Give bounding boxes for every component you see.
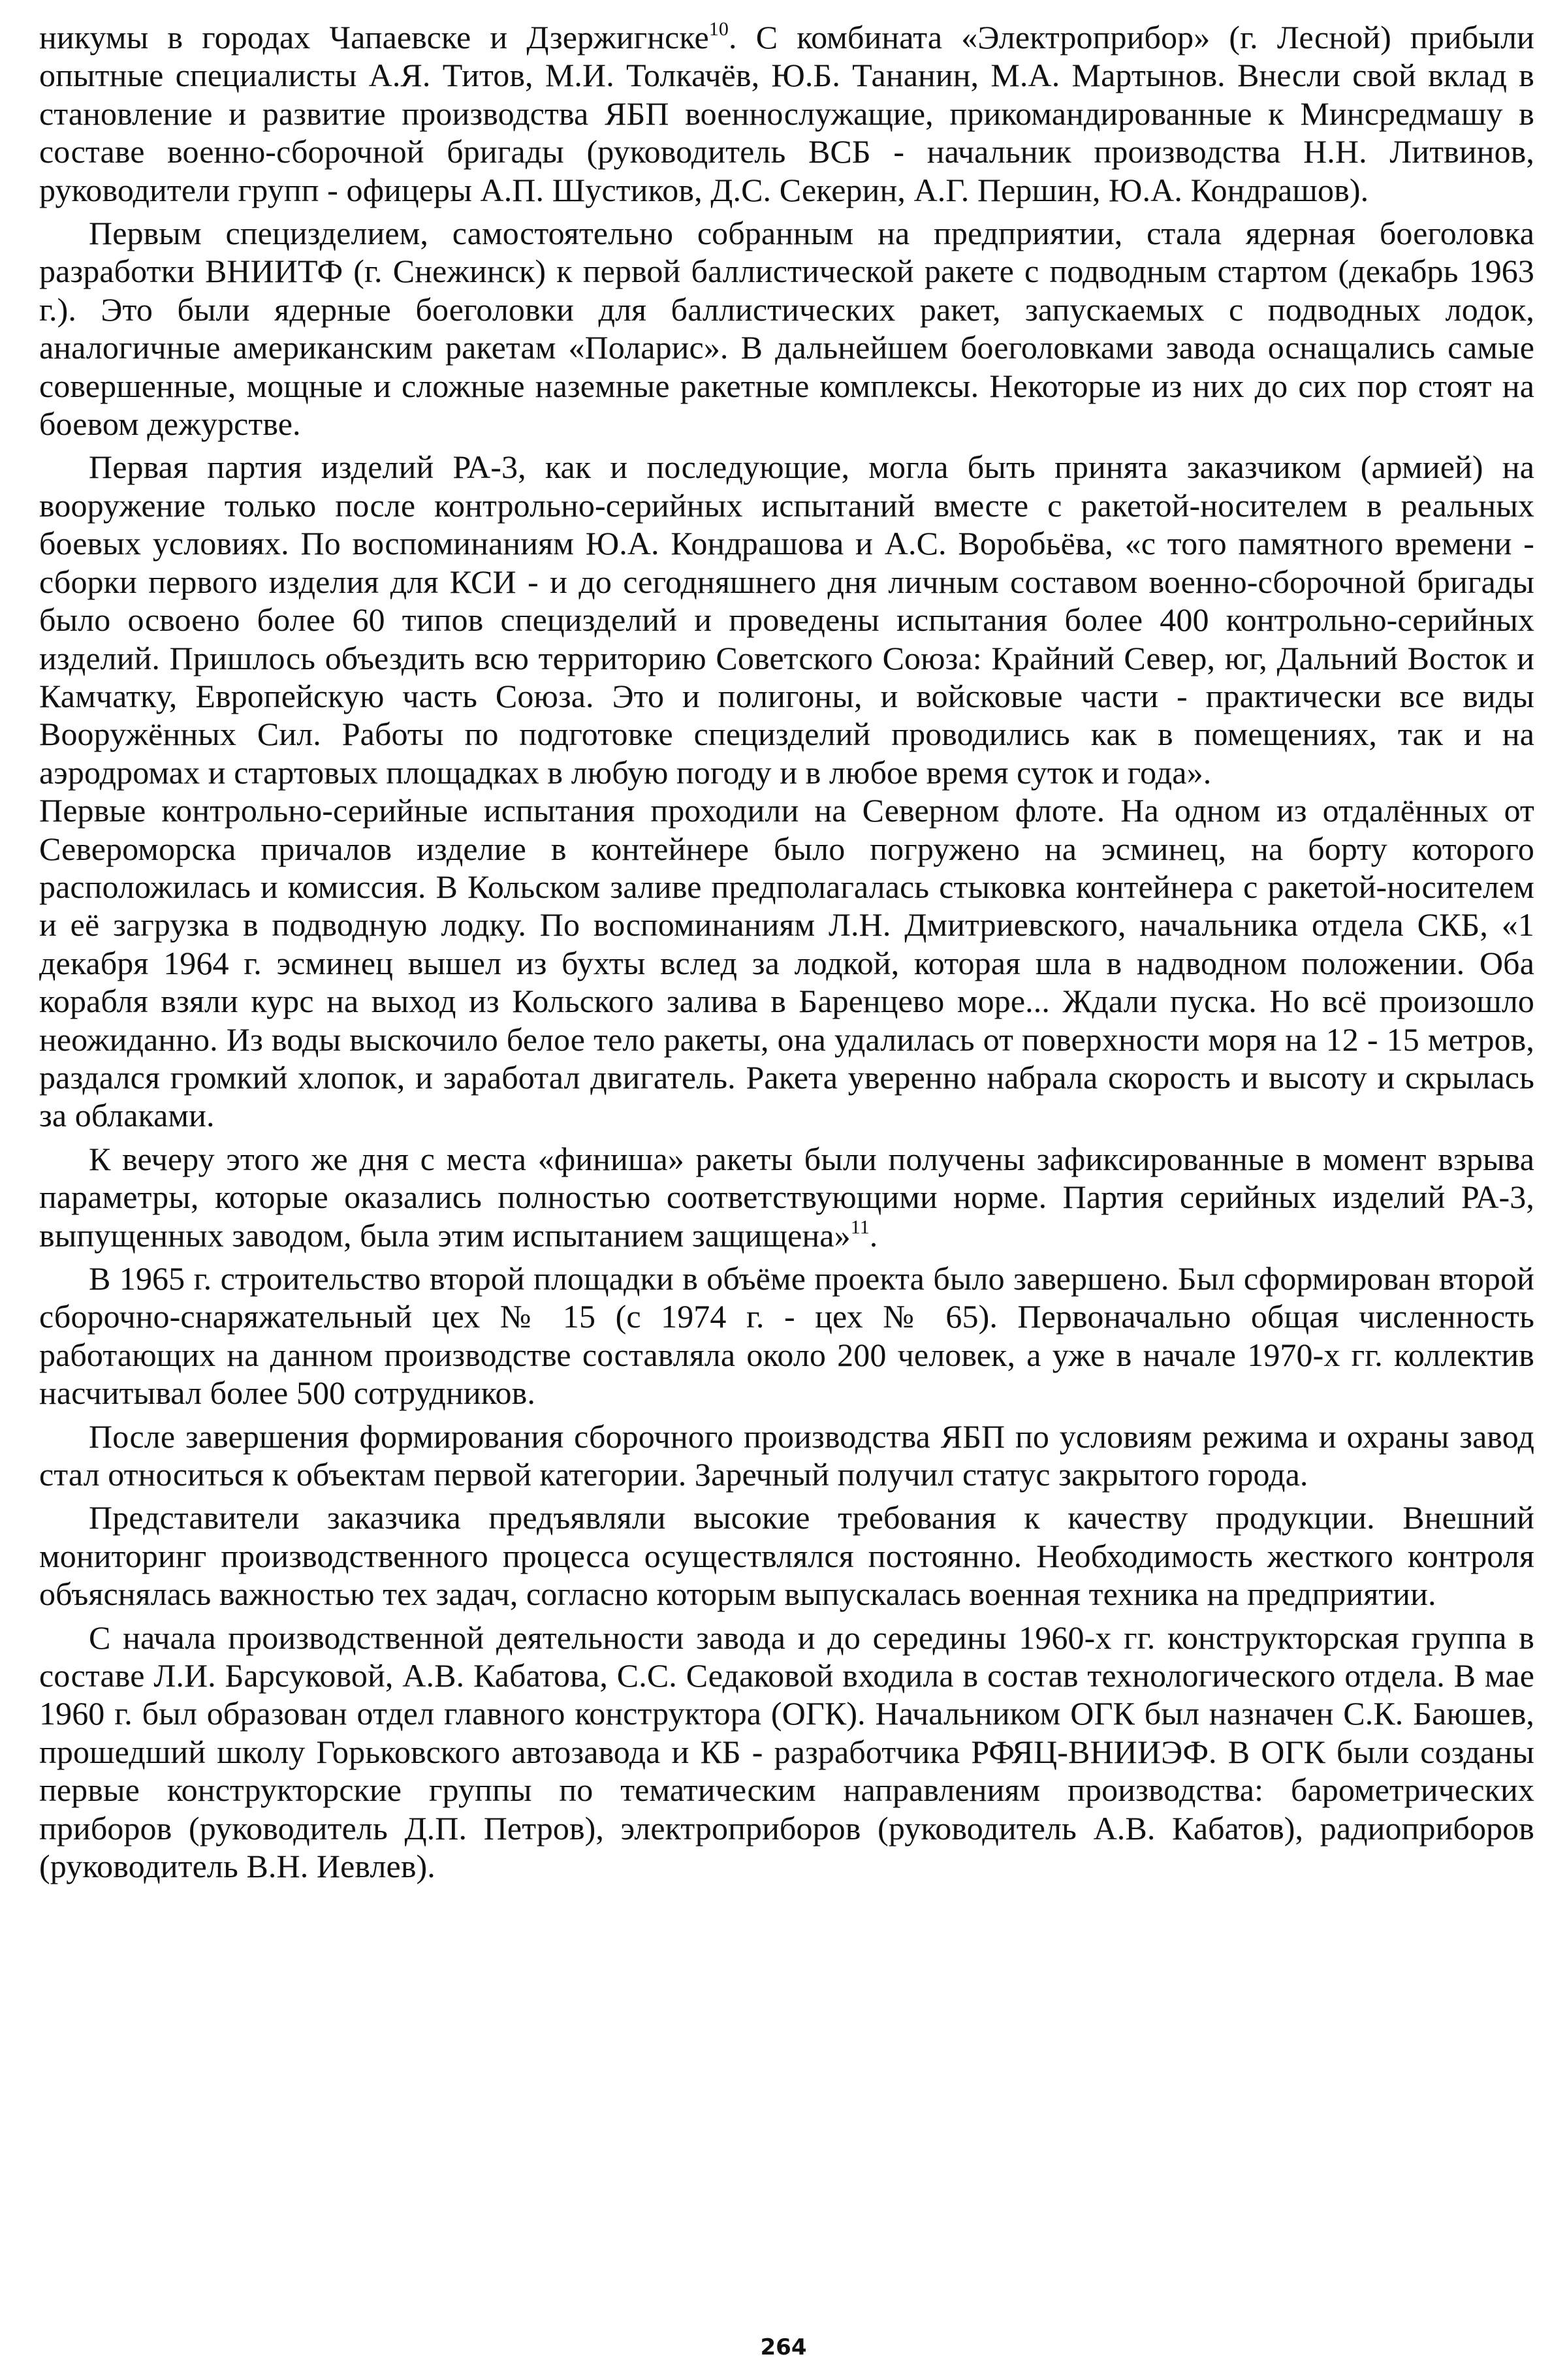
page-number: 264	[760, 2334, 807, 2360]
footnote-ref-11[interactable]: 11	[850, 1216, 870, 1238]
paragraph-1-text: никумы в городах Чапаевске и Дзержигнске	[39, 19, 709, 56]
paragraph-1-text-after: . С комбината «Электроприбор» (г. Лесной) прибыли опытные специалисты А.Я. Титов, М.И. Толкачёв, Ю.Б. Тананин, М.А. Мартынов. Внесли свой вклад в становление и развитие производства ЯБП военнослужащие, прикомандированные к Минсредмашу в составе военно-сборочной бригады (руководитель ВСБ - начальник производства Н.Н. Литвинов, руководители групп - офицеры А.П. Шустиков, Д.С. Секерин, А.Г. Першин, Ю.А. Кондрашов).	[39, 19, 1534, 208]
paragraph-5-text: К вечеру этого же дня с места «финиша» ракеты были получены зафиксированные в момент взрыва параметры, которые оказались полностью соответствующими норме. Партия серийных изделий РА-3, выпущенных заводом, была этим испытанием защищена»	[39, 1140, 1534, 1254]
paragraph-4: Первые контрольно-серийные испытания проходили на Северном флоте. На одном из отдалённых от Североморска причалов изделие в контейнере было погружено на эсминец, на борту которого расположилась и комиссия. В Кольском заливе предполагалась стыковка контейнера с ракетой-носителем и её загрузка в подводную лодку. По воспоминаниям Л.Н. Дмитриевского, начальника отдела СКБ, «1 декабря 1964 г. эсминец вышел из бухты вслед за лодкой, которая шла в надводном положении. Оба корабля взяли курс на выход из Кольского залива в Баренцево море... Ждали пуска. Но всё произошло неожиданно. Из воды выскочило белое тело ракеты, она удалилась от поверхности моря на 12 - 15 метров, раздался громкий хлопок, и заработал двигатель. Ракета уверенно набрала скорость и высоту и скрылась за облаками.	[39, 792, 1534, 1134]
paragraph-5	[39, 1140, 1534, 1254]
paragraph-9: С начала производственной деятельности завода и до середины 1960-х гг. конструкторская группа в составе Л.И. Барсуковой, А.В. Кабатова, С.С. Седаковой входила в состав технологического отдела. В мае 1960 г. был образован отдел главного конструктора (ОГК). Начальником ОГК был назначен С.К. Баюшев, прошедший школу Горьковского автозавода и КБ - разработчика РФЯЦ-ВНИИЭФ. В ОГК были созданы первые конструкторские группы по тематическим направлениям производства: барометрических приборов (руководитель Д.П. Петров), электроприборов (руководитель А.В. Кабатов), радиоприборов (руководитель В.Н. Иевлев).	[39, 1619, 1534, 1885]
paragraph-7: После завершения формирования сборочного производства ЯБП по условиям режима и охраны завод стал относиться к объектам первой категории. Заречный получил статус закрытого города.	[39, 1418, 1534, 1493]
paragraph-3: Первая партия изделий РА-3, как и последующие, могла быть принята заказчиком (армией) на вооружение только после контрольно-серийных испытаний вместе с ракетой-носителем в реальных боевых условиях. По воспоминаниям Ю.А. Кондрашова и А.С. Воробьёва, «с того памятного времени - сборки первого изделия для КСИ - и до сегодняшнего дня личным составом военно-сборочной бригады было освоено более 60 типов специзделий и проведены испытания более 400 контрольно-серийных изделий. Пришлось объездить всю территорию Советского Союза: Крайний Север, юг, Дальний Восток и Камчатку, Европейскую часть Союза. Это и полигоны, и войсковые части - практически все виды Вооружённых Сил. Работы по подготовке специзделий проводились как в помещениях, так и на аэродромах и стартовых площадках в любую погоду и в любое время суток и года».	[39, 449, 1534, 791]
paragraph-1	[39, 18, 1534, 209]
footnote-ref-10[interactable]: 10	[708, 18, 729, 40]
paragraph-8: Представители заказчика предъявляли высокие требования к качеству продукции. Внешний мониторинг производственного процесса осуществлялся постоянно. Необходимость жесткого контроля объяснялась важностью тех задач, согласно которым выпускалась военная техника на предприятии.	[39, 1499, 1534, 1613]
document-page	[39, 18, 1534, 2304]
paragraph-2: Первым специзделием, самостоятельно собранным на предприятии, стала ядерная боеголовка разработки ВНИИТФ (г. Снежинск) к первой баллистической ракете с подводным стартом (декабрь 1963 г.). Это были ядерные боеголовки для баллистических ракет, запускаемых с подводных лодок, аналогичные американским ракетам «Поларис». В дальнейшем боеголовками завода оснащались самые совершенные, мощные и сложные наземные ракетные комплексы. Некоторые из них до сих пор стоят на боевом дежурстве.	[39, 215, 1534, 443]
paragraph-5-text-after: .	[869, 1216, 878, 1254]
paragraph-6: В 1965 г. строительство второй площадки в объёме проекта было завершено. Был сформирован второй сборочно-снаряжательный цех № 15 (с 1974 г. - цех № 65). Первоначально общая численность работающих на данном производстве составляла около 200 человек, а уже в начале 1970-х гг. коллектив насчитывал более 500 сотрудников.	[39, 1260, 1534, 1412]
